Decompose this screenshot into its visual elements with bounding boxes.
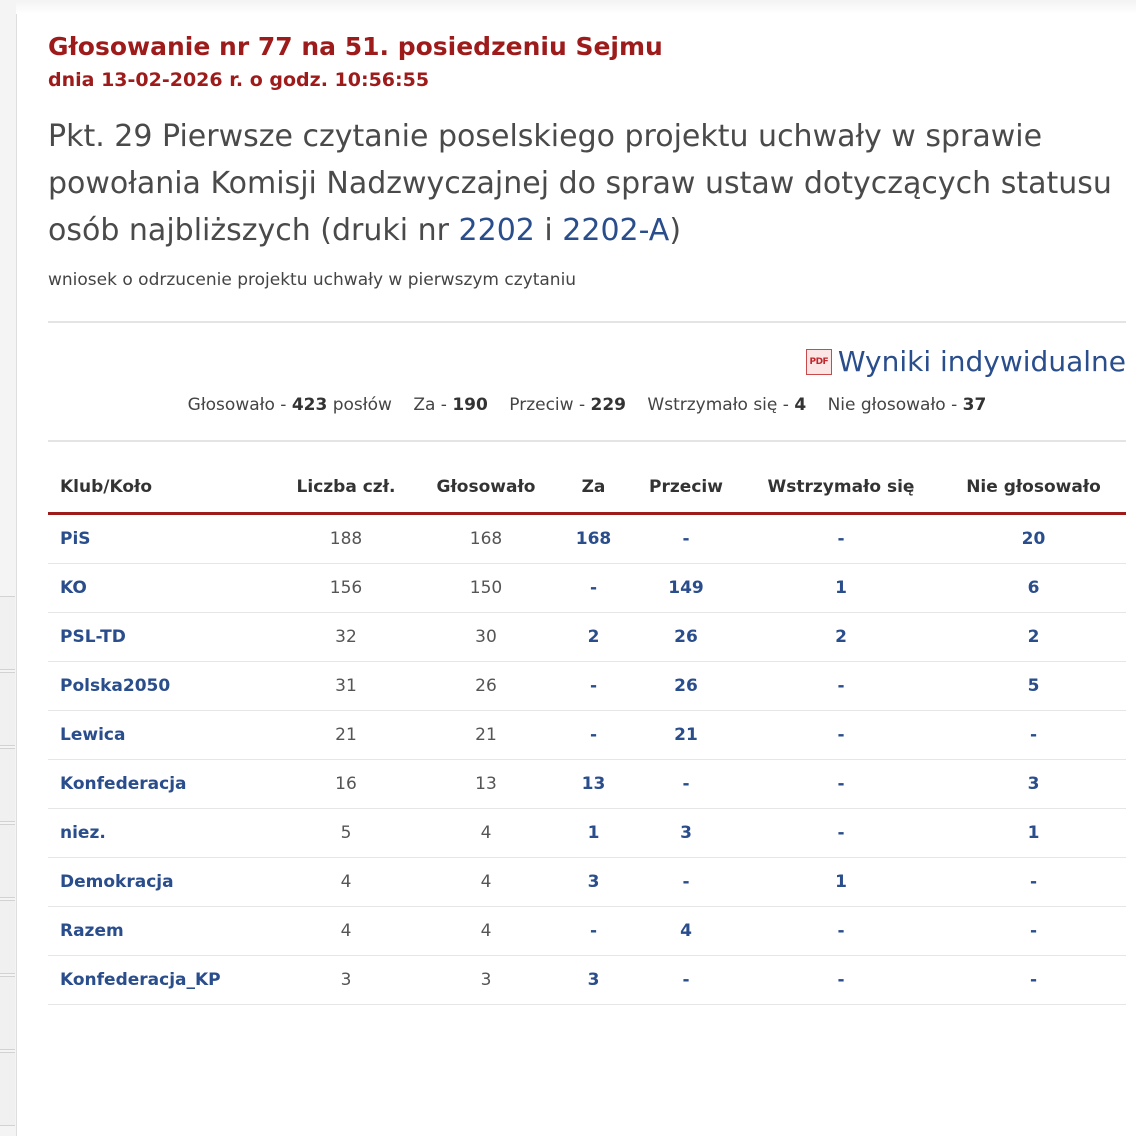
cell-members: 4 <box>276 907 416 956</box>
summary-absent <box>828 395 987 415</box>
divider <box>48 321 1126 323</box>
cell-against: - <box>631 956 741 1005</box>
cell-abstain: - <box>741 907 941 956</box>
cell-absent: - <box>941 907 1126 956</box>
left-rail <box>0 0 17 1136</box>
cell-absent[interactable]: 1 <box>941 809 1126 858</box>
cell-voted: 4 <box>416 907 556 956</box>
cell-members: 188 <box>276 514 416 564</box>
cell-members: 21 <box>276 711 416 760</box>
cell-against: - <box>631 858 741 907</box>
agenda-item <box>48 113 1118 254</box>
agenda-close: ) <box>669 213 682 248</box>
cell-club[interactable]: Polska2050 <box>48 662 276 711</box>
table-row <box>48 956 1126 1005</box>
summary-abstain <box>647 395 806 415</box>
cell-abstain: - <box>741 711 941 760</box>
cell-voted: 4 <box>416 809 556 858</box>
table-row <box>48 858 1126 907</box>
cell-absent: - <box>941 956 1126 1005</box>
summary-for <box>413 395 488 415</box>
cell-against: - <box>631 760 741 809</box>
cell-club[interactable]: PiS <box>48 514 276 564</box>
summary-against <box>509 395 626 415</box>
summary-for-value: 190 <box>452 395 488 415</box>
cell-club[interactable]: Demokracja <box>48 858 276 907</box>
agenda-text: Pkt. 29 Pierwsze czytanie poselskiego projektu uchwały w sprawie powołania Komisji Nadzwyczajnej do spraw ustaw dotyczących statusu osób najbliższych (druki nr <box>48 119 1112 248</box>
rail-tab[interactable] <box>0 900 15 974</box>
rail-tab[interactable] <box>0 1052 15 1126</box>
table-row <box>48 613 1126 662</box>
cell-voted: 3 <box>416 956 556 1005</box>
cell-members: 16 <box>276 760 416 809</box>
cell-for: - <box>556 564 631 613</box>
cell-for[interactable]: 168 <box>556 514 631 564</box>
summary-voted <box>188 395 392 415</box>
cell-against[interactable]: 26 <box>631 662 741 711</box>
cell-absent[interactable]: 2 <box>941 613 1126 662</box>
table-header-row <box>48 462 1126 514</box>
summary-abstain-value: 4 <box>794 395 807 415</box>
cell-absent[interactable]: 3 <box>941 760 1126 809</box>
col-header-club[interactable]: Klub/Koło <box>48 462 276 514</box>
rail-tab[interactable] <box>0 596 15 670</box>
cell-for[interactable]: 1 <box>556 809 631 858</box>
cell-members: 31 <box>276 662 416 711</box>
cell-for[interactable]: 3 <box>556 956 631 1005</box>
print-link-2202-a[interactable]: 2202-A <box>562 213 670 248</box>
cell-for[interactable]: 3 <box>556 858 631 907</box>
cell-against[interactable]: 21 <box>631 711 741 760</box>
col-header-voted[interactable]: Głosowało <box>416 462 556 514</box>
cell-abstain[interactable]: 2 <box>741 613 941 662</box>
cell-against: - <box>631 514 741 564</box>
cell-club[interactable]: niez. <box>48 809 276 858</box>
cell-absent[interactable]: 5 <box>941 662 1126 711</box>
cell-for[interactable]: 13 <box>556 760 631 809</box>
cell-voted: 26 <box>416 662 556 711</box>
pdf-icon: PDF <box>806 349 832 375</box>
cell-members: 3 <box>276 956 416 1005</box>
cell-abstain: - <box>741 760 941 809</box>
table-row <box>48 514 1126 564</box>
table-row <box>48 662 1126 711</box>
col-header-against[interactable]: Przeciw <box>631 462 741 514</box>
results-table <box>48 462 1126 1005</box>
cell-members: 4 <box>276 858 416 907</box>
cell-absent: - <box>941 858 1126 907</box>
cell-abstain: - <box>741 956 941 1005</box>
cell-against[interactable]: 149 <box>631 564 741 613</box>
cell-club[interactable]: KO <box>48 564 276 613</box>
cell-club[interactable]: Konfederacja <box>48 760 276 809</box>
cell-club[interactable]: Razem <box>48 907 276 956</box>
vote-title: Głosowanie nr 77 na 51. posiedzeniu Sejmu <box>48 32 663 61</box>
cell-for: - <box>556 711 631 760</box>
summary-voted-value: 423 <box>291 395 328 415</box>
summary-against-value: 229 <box>590 395 626 415</box>
table-row <box>48 809 1126 858</box>
table-row <box>48 760 1126 809</box>
cell-voted: 13 <box>416 760 556 809</box>
agenda-connector: i <box>534 213 563 248</box>
cell-voted: 21 <box>416 711 556 760</box>
cell-members: 32 <box>276 613 416 662</box>
rail-tab[interactable] <box>0 748 15 822</box>
table-row <box>48 564 1126 613</box>
summary-absent-value: 37 <box>962 395 987 415</box>
cell-voted: 150 <box>416 564 556 613</box>
summary-for-label: Za - <box>413 395 453 415</box>
cell-abstain: - <box>741 514 941 564</box>
cell-for: - <box>556 907 631 956</box>
cell-abstain: - <box>741 809 941 858</box>
col-header-abstain[interactable]: Wstrzymało się <box>741 462 941 514</box>
col-header-for[interactable]: Za <box>556 462 631 514</box>
vote-summary <box>48 395 1126 419</box>
summary-voted-unit: posłów <box>327 395 392 415</box>
cell-against[interactable]: 4 <box>631 907 741 956</box>
rail-tab[interactable] <box>0 824 15 898</box>
cell-abstain[interactable]: 1 <box>741 858 941 907</box>
cell-club[interactable]: Lewica <box>48 711 276 760</box>
cell-voted: 4 <box>416 858 556 907</box>
cell-for[interactable]: 2 <box>556 613 631 662</box>
summary-voted-label: Głosowało - <box>187 395 292 415</box>
cell-members: 156 <box>276 564 416 613</box>
individual-results-link[interactable] <box>806 345 1126 378</box>
individual-results-label: Wyniki indywidualne <box>837 345 1126 378</box>
vote-page <box>48 30 1126 1005</box>
cell-for: - <box>556 662 631 711</box>
cell-against[interactable]: 3 <box>631 809 741 858</box>
summary-abstain-label: Wstrzymało się - <box>647 395 795 415</box>
table-row <box>48 711 1126 760</box>
pdf-row <box>48 345 1126 385</box>
cell-voted: 168 <box>416 514 556 564</box>
cell-abstain: - <box>741 662 941 711</box>
cell-club[interactable]: PSL-TD <box>48 613 276 662</box>
summary-absent-label: Nie głosowało - <box>827 395 963 415</box>
cell-against[interactable]: 26 <box>631 613 741 662</box>
cell-absent: - <box>941 711 1126 760</box>
rail-tab[interactable] <box>0 672 15 746</box>
motion-description: wniosek o odrzucenie projektu uchwały w pierwszym czytaniu <box>48 270 577 290</box>
cell-abstain[interactable]: 1 <box>741 564 941 613</box>
col-header-members[interactable]: Liczba czł. <box>276 462 416 514</box>
cell-absent[interactable]: 20 <box>941 514 1126 564</box>
summary-against-label: Przeciw - <box>509 395 591 415</box>
rail-tab[interactable] <box>0 976 15 1050</box>
cell-members: 5 <box>276 809 416 858</box>
divider <box>48 440 1126 442</box>
top-edge <box>16 0 1136 14</box>
cell-absent[interactable]: 6 <box>941 564 1126 613</box>
cell-club[interactable]: Konfederacja_KP <box>48 956 276 1005</box>
print-link-2202[interactable]: 2202 <box>458 213 535 248</box>
table-row <box>48 907 1126 956</box>
vote-date: dnia 13-02-2026 r. o godz. 10:56:55 <box>48 69 430 91</box>
cell-voted: 30 <box>416 613 556 662</box>
col-header-absent[interactable]: Nie głosowało <box>941 462 1126 514</box>
